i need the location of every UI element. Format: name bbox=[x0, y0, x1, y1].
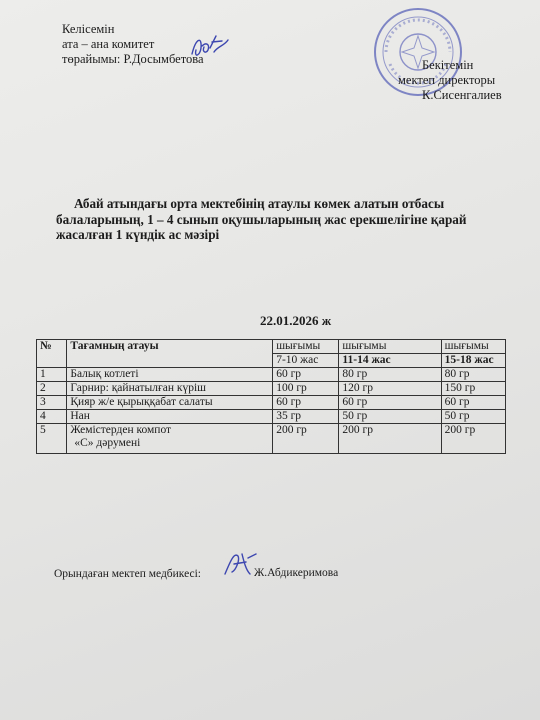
row-num: 1 bbox=[37, 368, 67, 382]
row-dish: Нан bbox=[67, 410, 273, 424]
menu-title-line3: жасалған 1 күндік ас мәзірі bbox=[56, 227, 220, 242]
row-portion-b: 120 гр bbox=[339, 382, 441, 396]
approval-right-line1: Бекітемін bbox=[422, 58, 474, 72]
approval-left-line2: ата – ана комитет bbox=[62, 37, 155, 51]
signature-nurse-icon bbox=[222, 548, 258, 580]
row-portion-c: 150 гр bbox=[441, 382, 505, 396]
row-portion-c: 80 гр bbox=[441, 368, 505, 382]
signoff-label: Орындаған мектеп медбикесі: bbox=[54, 568, 201, 580]
table-row bbox=[37, 424, 506, 454]
row-num: 5 bbox=[37, 424, 67, 454]
header-num: № bbox=[37, 340, 67, 368]
approval-right-line2: мектеп директоры bbox=[398, 73, 496, 87]
row-portion-a: 60 гр bbox=[273, 396, 339, 410]
header-col3-sub: 15-18 жас bbox=[441, 354, 505, 368]
table-row bbox=[37, 382, 506, 396]
table-row bbox=[37, 396, 506, 410]
header-col1-top: шығымы bbox=[273, 340, 339, 354]
approval-right-block bbox=[398, 58, 502, 103]
table-header-row bbox=[37, 340, 506, 354]
row-portion-b: 200 гр bbox=[339, 424, 441, 454]
header-col1-sub: 7-10 жас bbox=[273, 354, 339, 368]
menu-date: 22.01.2026 ж bbox=[260, 313, 332, 328]
table-row bbox=[37, 368, 506, 382]
row-dish: Балық котлеті bbox=[67, 368, 273, 382]
row-dish: Қияр ж/е қырыққабат салаты bbox=[67, 396, 273, 410]
row-portion-b: 60 гр bbox=[339, 396, 441, 410]
signoff-name: Ж.Абдикеримова bbox=[254, 567, 339, 579]
row-portion-c: 200 гр bbox=[441, 424, 505, 454]
header-col2-top: шығымы bbox=[339, 340, 441, 354]
approval-left-line1: Келісемін bbox=[62, 22, 115, 36]
signature-committee-icon bbox=[188, 32, 232, 62]
row-num: 4 bbox=[37, 410, 67, 424]
row-portion-b: 50 гр bbox=[339, 410, 441, 424]
row-portion-a: 200 гр bbox=[273, 424, 339, 454]
row-num: 2 bbox=[37, 382, 67, 396]
row-dish-line2: «С» дәрумені bbox=[74, 437, 141, 449]
table-row bbox=[37, 410, 506, 424]
header-col2-sub: 11-14 жас bbox=[339, 354, 441, 368]
menu-title-line1: Абай атындағы орта мектебінің атаулы көмек алатын отбасы bbox=[74, 196, 445, 211]
row-dish bbox=[67, 424, 273, 454]
row-portion-b: 80 гр bbox=[339, 368, 441, 382]
approval-right-line3: К.Сисенгалиев bbox=[422, 88, 502, 102]
header-col3-top: шығымы bbox=[441, 340, 505, 354]
row-portion-c: 60 гр bbox=[441, 396, 505, 410]
row-num: 3 bbox=[37, 396, 67, 410]
row-dish-line1: Жемістерден компот bbox=[70, 424, 172, 436]
row-portion-a: 100 гр bbox=[273, 382, 339, 396]
row-portion-a: 60 гр bbox=[273, 368, 339, 382]
menu-table bbox=[36, 339, 506, 454]
header-dish-name: Тағамның атауы bbox=[67, 340, 273, 368]
approval-left-block bbox=[62, 22, 204, 67]
row-portion-c: 50 гр bbox=[441, 410, 505, 424]
menu-title-line2: балаларының, 1 – 4 сынып оқушыларының жас ерекшелігіне қарай bbox=[56, 211, 467, 227]
menu-title bbox=[56, 196, 496, 243]
approval-left-line3: төрайымы: Р.Досымбетова bbox=[62, 52, 204, 66]
row-portion-a: 35 гр bbox=[273, 410, 339, 424]
row-dish: Гарнир: қайнатылған күріш bbox=[67, 382, 273, 396]
